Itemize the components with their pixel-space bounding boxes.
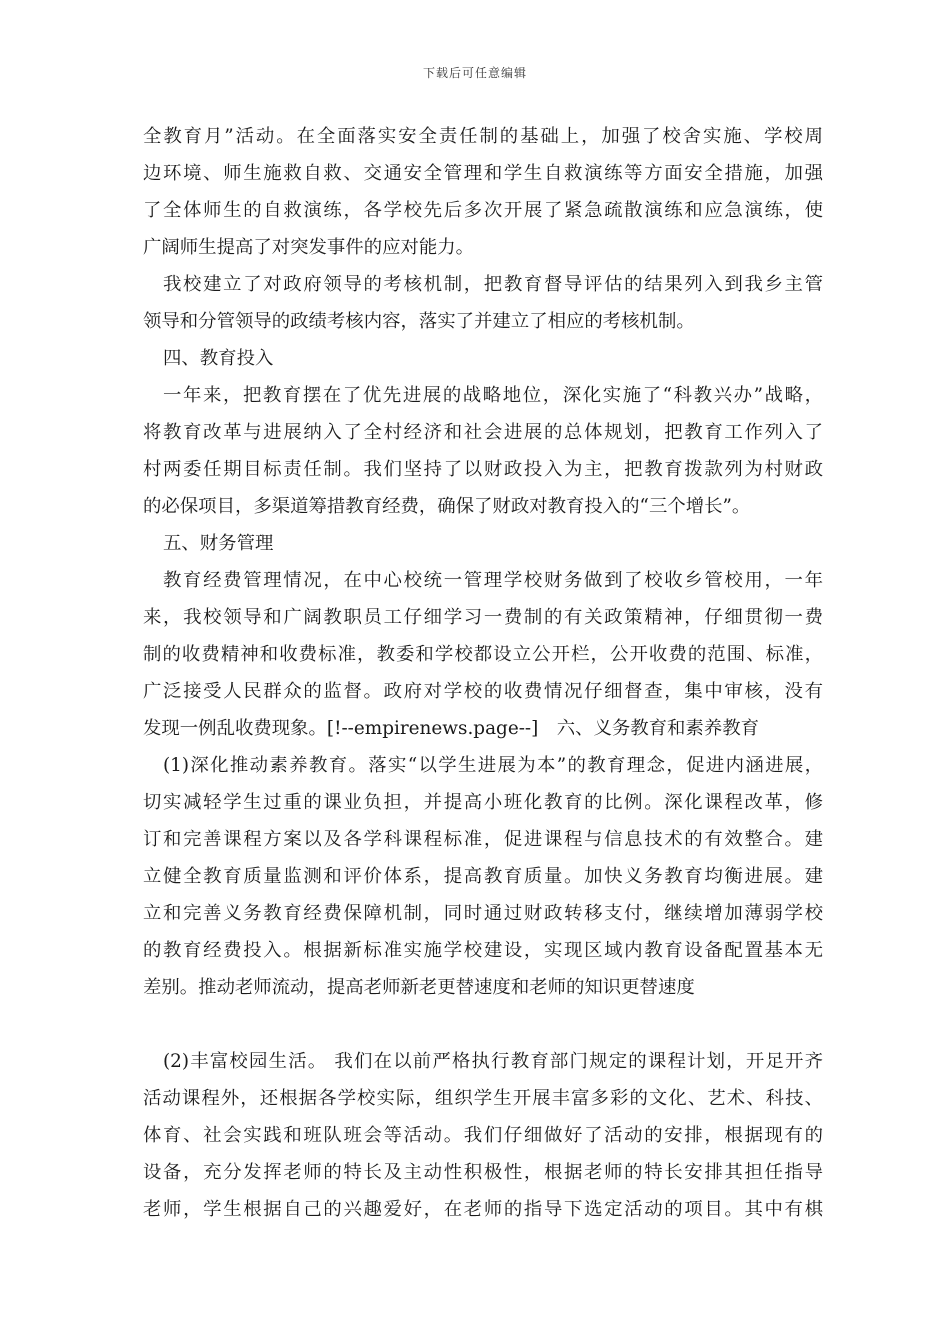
text-line: 发现一例乱收费现象。[!--empirenews.page--] 六、义务教育和素养教育 bbox=[143, 718, 759, 739]
text-line: 体育、社会实践和班队班会等活动。我们仔细做好了活动的安排，根据现有的 bbox=[143, 1125, 823, 1146]
text-line: 差别。推动老师流动，提高老师新老更替速度和老师的知识更替速度 bbox=[143, 977, 695, 998]
text-line: (1)深化推动素养教育。落实“以学生进展为本”的教育理念，促进内涵进展， bbox=[163, 755, 823, 776]
blank-line bbox=[143, 1006, 823, 1043]
text-line: 的教育经费投入。根据新标准实施学校建设，实现区域内教育设备配置基本无 bbox=[143, 940, 823, 961]
document-body bbox=[143, 118, 823, 1228]
text-line: 了全体师生的自救演练，各学校先后多次开展了紧急疏散演练和应急演练，使 bbox=[143, 200, 823, 221]
text-line: 边环境、师生施救自救、交通安全管理和学生自救演练等方面安全措施，加强 bbox=[143, 163, 823, 184]
text-line: 来，我校领导和广阔教职员工仔细学习一费制的有关政策精神，仔细贯彻一费 bbox=[143, 607, 823, 628]
text-line: 的必保项目，多渠道筹措教育经费，确保了财政对教育投入的“三个增长”。 bbox=[143, 496, 751, 517]
text-line: 切实减轻学生过重的课业负担，并提高小班化教育的比例。深化课程改革，修 bbox=[143, 792, 823, 813]
text-line: 广泛接受人民群众的监督。政府对学校的收费情况仔细督查，集中审核，没有 bbox=[143, 681, 823, 702]
text-line: 活动课程外，还根据各学校实际，组织学生开展丰富多彩的文化、艺术、科技、 bbox=[143, 1088, 823, 1109]
text-line: 我校建立了对政府领导的考核机制，把教育督导评估的结果列入到我乡主管 bbox=[163, 274, 823, 295]
text-line: 制的收费精神和收费标准，教委和学校都设立公开栏，公开收费的范围、标准， bbox=[143, 644, 823, 665]
text-line: 将教育改革与进展纳入了全村经济和社会进展的总体规划，把教育工作列入了 bbox=[143, 422, 823, 443]
text-line: 立健全教育质量监测和评价体系，提高教育质量。加快义务教育均衡进展。建 bbox=[143, 866, 823, 887]
text-line: 订和完善课程方案以及各学科课程标准，促进课程与信息技术的有效整合。建 bbox=[143, 829, 823, 850]
text-line: 设备，充分发挥老师的特长及主动性积极性，根据老师的特长安排其担任指导 bbox=[143, 1162, 823, 1183]
text-line: 全教育月”活动。在全面落实安全责任制的基础上，加强了校舍实施、学校周 bbox=[143, 126, 823, 147]
page-header: 下载后可任意编辑 bbox=[422, 66, 527, 80]
text-line: 教育经费管理情况，在中心校统一管理学校财务做到了校收乡管校用，一年 bbox=[163, 570, 823, 591]
text-line: 领导和分管领导的政绩考核内容，落实了并建立了相应的考核机制。 bbox=[143, 311, 695, 332]
text-line: 老师，学生根据自己的兴趣爱好，在老师的指导下选定活动的项目。其中有棋 bbox=[143, 1199, 823, 1220]
text-line: 四、教育投入 bbox=[163, 348, 274, 369]
text-line: 一年来，把教育摆在了优先进展的战略地位，深化实施了“科教兴办”战略， bbox=[163, 385, 823, 406]
text-line: 五、财务管理 bbox=[163, 533, 274, 554]
text-line: 立和完善义务教育经费保障机制，同时通过财政转移支付，继续增加薄弱学校 bbox=[143, 903, 823, 924]
text-line: 广阔师生提高了对突发事件的应对能力。 bbox=[143, 237, 475, 258]
text-line: 村两委任期目标责任制。我们坚持了以财政投入为主，把教育拨款列为村财政 bbox=[143, 459, 823, 480]
text-line: (2)丰富校园生活。 我们在以前严格执行教育部门规定的课程计划，开足开齐 bbox=[163, 1051, 823, 1072]
